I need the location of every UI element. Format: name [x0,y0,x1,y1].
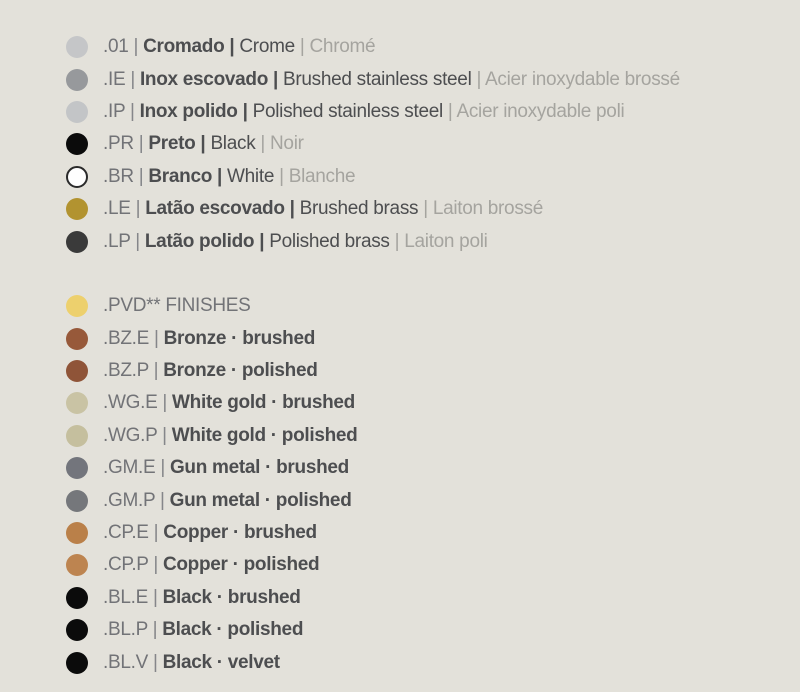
separator: | [157,424,172,446]
finish-label: Black · brushed [162,586,301,608]
separator: | [148,522,164,544]
finish-text [103,360,318,382]
finish-color-dot-icon [66,166,88,188]
finish-name-pt: Cromado [143,36,225,58]
standard-finishes-list [0,31,800,258]
finish-color-dot-icon [66,101,88,123]
finish-row [0,161,800,193]
separator: | [274,165,289,187]
separator: | [195,133,211,155]
separator: | [255,133,270,155]
finish-text [103,198,543,220]
separator: | [148,554,163,576]
finish-color-dot-icon [66,36,88,58]
separator: | [268,68,284,90]
finish-color-dot-icon [66,69,88,91]
separator: | [224,36,240,58]
finish-code: .01 [103,36,129,58]
finish-text [103,619,303,641]
finish-name-pt: Branco [148,165,213,187]
finish-color-dot-icon [66,490,88,512]
finish-label: White gold · polished [171,424,358,446]
separator: | [237,100,253,122]
finish-text [103,295,251,317]
finish-label: Copper · polished [162,554,320,576]
separator: | [442,100,457,122]
pvd-finishes-list [0,290,800,679]
finish-row [0,290,800,322]
finish-color-dot-icon [66,360,88,382]
finish-row [0,582,800,614]
finish-code: .GM.P [103,489,155,511]
finish-color-dot-icon [66,231,88,253]
finish-text [103,36,375,58]
finish-color-dot-icon [66,425,88,447]
finish-color-dot-icon [66,392,88,414]
finish-color-dot-icon [66,198,88,220]
separator: | [418,198,433,220]
finish-color-dot-icon [66,133,88,155]
finish-name-pt: Latão polido [144,230,255,252]
finish-name-fr: Laiton brossé [432,198,543,220]
finish-code: .BL.P [103,619,148,641]
finish-text [103,490,352,512]
finish-row [0,614,800,646]
finish-name-en: White [227,165,275,187]
finish-text [103,166,355,188]
finish-name-en: Brushed brass [299,198,419,220]
finish-code: .IP [103,100,125,122]
finish-code: .WG.P [103,424,158,446]
separator: | [155,457,170,479]
finish-code: .WG.E [103,392,158,414]
finish-text [103,392,355,414]
finish-code: .BZ.E [103,327,150,349]
finish-color-dot-icon [66,522,88,544]
finish-name-en: Polished brass [269,230,390,252]
finish-code: .BZ.P [103,360,149,382]
finish-row [0,387,800,419]
finish-name-fr: Acier inoxydable brossé [485,68,680,90]
finish-row [0,549,800,581]
finish-color-dot-icon [66,619,88,641]
finish-color-dot-icon [66,457,88,479]
separator: | [125,68,140,90]
finish-label: Bronze · polished [163,360,318,382]
finish-name-pt: Inox escovado [139,68,269,90]
separator: | [389,230,405,252]
finish-label: Copper · brushed [163,522,317,544]
finish-row [0,128,800,160]
separator: | [125,100,140,122]
finish-color-dot-icon [66,295,88,317]
finish-name-fr: Chromé [309,36,376,58]
finish-code: .IE [103,68,126,90]
finish-label: Black · polished [162,619,304,641]
finish-name-pt: Inox polido [139,100,238,122]
group-gap [0,258,800,290]
finish-code: .CP.E [103,522,149,544]
finish-row [0,646,800,678]
finish-label: Black · velvet [162,651,280,673]
finish-name-en: Crome [239,36,295,58]
finish-color-dot-icon [66,554,88,576]
finish-text [103,554,319,576]
finish-name-en: Polished stainless steel [252,100,443,122]
finish-name-en: Brushed stainless steel [283,68,472,90]
finish-name-pt: Preto [148,133,196,155]
finish-row [0,452,800,484]
finish-text [103,587,301,609]
finish-color-dot-icon [66,328,88,350]
finish-row [0,225,800,257]
separator: | [155,489,170,511]
pvd-finishes-header: .PVD** FINISHES [103,295,251,317]
separator: | [130,230,145,252]
finish-label: Gun metal · polished [169,489,352,511]
finish-name-fr: Blanche [288,165,356,187]
finish-text [103,425,358,447]
finish-row [0,517,800,549]
finish-row [0,193,800,225]
finish-name-fr: Acier inoxydable poli [456,100,625,122]
finish-text [103,133,304,155]
finish-row [0,31,800,63]
finish-text [103,69,680,91]
finish-label: Gun metal · brushed [169,457,349,479]
finish-code: .LP [103,230,131,252]
finish-color-dot-icon [66,652,88,674]
finish-code: .CP.P [103,554,149,576]
separator: | [294,36,310,58]
separator: | [133,133,149,155]
separator: | [148,360,164,382]
finish-text [103,328,315,350]
separator: | [284,198,300,220]
separator: | [133,165,149,187]
finish-text [103,231,488,253]
finish-code: .BR [103,165,134,187]
finish-code: .GM.E [103,457,156,479]
separator: | [471,68,486,90]
finish-text [103,652,280,674]
finish-code: .BL.E [103,586,148,608]
finish-name-fr: Laiton poli [404,230,488,252]
finish-text [103,522,317,544]
separator: | [212,165,228,187]
finish-name-en: Black [210,133,256,155]
separator: | [147,619,163,641]
finish-name-fr: Noir [270,133,304,155]
finish-text [103,457,349,479]
separator: | [128,36,144,58]
finish-text [103,101,624,123]
finish-row [0,420,800,452]
separator: | [157,392,173,414]
finish-color-dot-icon [66,587,88,609]
finish-label: Bronze · brushed [163,327,316,349]
finish-row [0,96,800,128]
separator: | [147,651,163,673]
finish-name-pt: Latão escovado [145,198,285,220]
finish-row [0,323,800,355]
finish-code: .LE [103,198,131,220]
finish-row [0,63,800,95]
separator: | [149,327,164,349]
separator: | [254,230,270,252]
finish-code: .BL.V [103,651,148,673]
finish-label: White gold · brushed [172,392,355,414]
separator: | [147,586,163,608]
finish-code: .PR [103,133,134,155]
separator: | [130,198,146,220]
finish-row [0,484,800,516]
finish-row [0,355,800,387]
